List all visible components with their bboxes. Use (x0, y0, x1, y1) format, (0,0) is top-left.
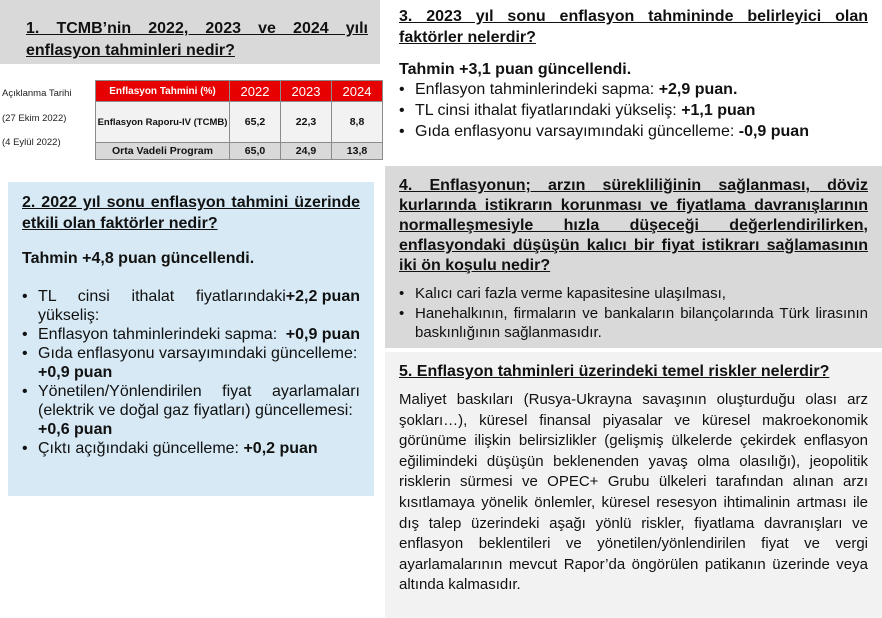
section-4-panel (385, 166, 882, 348)
section-3-list (399, 79, 868, 142)
section-5-body: Maliyet baskıları (Rusya-Ukrayna savaşının oluşturduğu olası arz şokları…), küresel finansal piyasalar ve küresel makroekonomik görünüme ilişkin belirsizlikler (gelişmiş ülkelerde çekirdek enflasyon eğilimindeki düşüşün beklenenden yavaş olma olasılığı), jeopolitik risklerin sürmesi ve OPEC+ Grubu ülkeleri tarafından alınan arzı kısıtlamaya yönelik önlemler, küresel resesyon ihtimalinin artması ile dış talep üzerindeki aşağı yönlü riskler, fiyatlama davranışları ve enflasyon beklentileri ve yönetilen/yönlendirilen fiyat ve vergi ayarlamalarının mevcut Rapor’da öngörülen patikanın üzerinde veya altında kalmasıdır. (399, 391, 868, 594)
table-header-label: Enflasyon Tahmini (%) (96, 81, 230, 102)
section-2-list (22, 287, 360, 458)
cell-2023: 24,9 (281, 143, 332, 160)
cell-2024: 13,8 (332, 143, 383, 160)
table-row (96, 143, 383, 160)
section-1-title: 1. TCMB’nin 2022, 2023 ve 2024 yılı enflasyon tahminleri nedir? (26, 20, 368, 59)
list-item: • Kalıcı cari fazla verme kapasitesine ulaşılması, (399, 284, 868, 304)
section-4-list (399, 284, 868, 343)
section-5-title: 5. Enflasyon tahminleri üzerindeki temel riskler nelerdir? (399, 363, 830, 380)
section-3-title: 3. 2023 yıl sonu enflasyon tahmininde belirleyici olan faktörler nelerdir? (399, 8, 868, 46)
cell-2023: 22,3 (281, 102, 332, 143)
list-item: • Gıda enflasyonu varsayımındaki güncelleme: -0,9 puan (399, 121, 868, 142)
list-item: • TL cinsi ithalat fiyatlarındaki yükseliş: +1,1 puan (399, 100, 868, 121)
list-item: • Enflasyon tahminlerindeki sapma: +0,9 puan (22, 325, 360, 344)
table-header-2024: 2024 (332, 81, 383, 102)
table-row (96, 102, 383, 143)
release-date-report: (27 Ekim 2022) (2, 113, 67, 124)
list-item: • Enflasyon tahminlerindeki sapma: +2,9 puan. (399, 79, 868, 100)
cell-2022: 65,0 (230, 143, 281, 160)
row-name: Orta Vadeli Program (96, 143, 230, 160)
table-header-2023: 2023 (281, 81, 332, 102)
cell-2024: 8,8 (332, 102, 383, 143)
table-header-row (96, 81, 383, 102)
row-name: Enflasyon Raporu-IV (TCMB) (96, 102, 230, 143)
section-1-header (0, 0, 380, 64)
release-date-label: Açıklanma Tarihi (2, 88, 72, 99)
list-item: • Hanehalkının, firmaların ve bankaların bilançolarında Türk lirasının baskınlığının sağlanmasıdır. (399, 304, 868, 343)
section-4-title: 4. Enflasyonun; arzın sürekliliğinin sağlanması, döviz kurlarında istikrarın korunması ve fiyatlama davranışlarının normalleşmesiyle hızla düşeceği değerlendirilirken, enflasyondaki düşüşün kalıcı bir fiyat istikrarı sağlamasının iki ön koşulu nedir? (399, 177, 868, 274)
section-2-title: 2. 2022 yıl sonu enflasyon tahmini üzerinde etkili olan faktörler nedir? (22, 194, 360, 232)
list-item: • TL cinsi ithalat fiyatlarındaki yükseliş: +2,2 puan (22, 287, 360, 325)
release-date-program: (4 Eylül 2022) (2, 137, 61, 148)
list-item: • Gıda enflasyonu varsayımındaki güncelleme: +0,9 puan (22, 344, 360, 382)
section-3-lead: Tahmin +3,1 puan güncellendi. (399, 61, 632, 78)
list-item: • Çıktı açığındaki güncelleme: +0,2 puan (22, 439, 360, 458)
cell-2022: 65,2 (230, 102, 281, 143)
section-2-lead: Tahmin +4,8 puan güncellendi. (22, 250, 255, 267)
inflation-forecast-table (95, 80, 383, 160)
section-5-panel (385, 352, 882, 618)
list-item: • Yönetilen/Yönlendirilen fiyat ayarlamaları (elektrik ve doğal gaz fiyatları) güncellemesi: +0,6 puan (22, 382, 360, 439)
section-3-panel (385, 0, 882, 160)
table-header-2022: 2022 (230, 81, 281, 102)
section-2-panel (8, 182, 374, 496)
